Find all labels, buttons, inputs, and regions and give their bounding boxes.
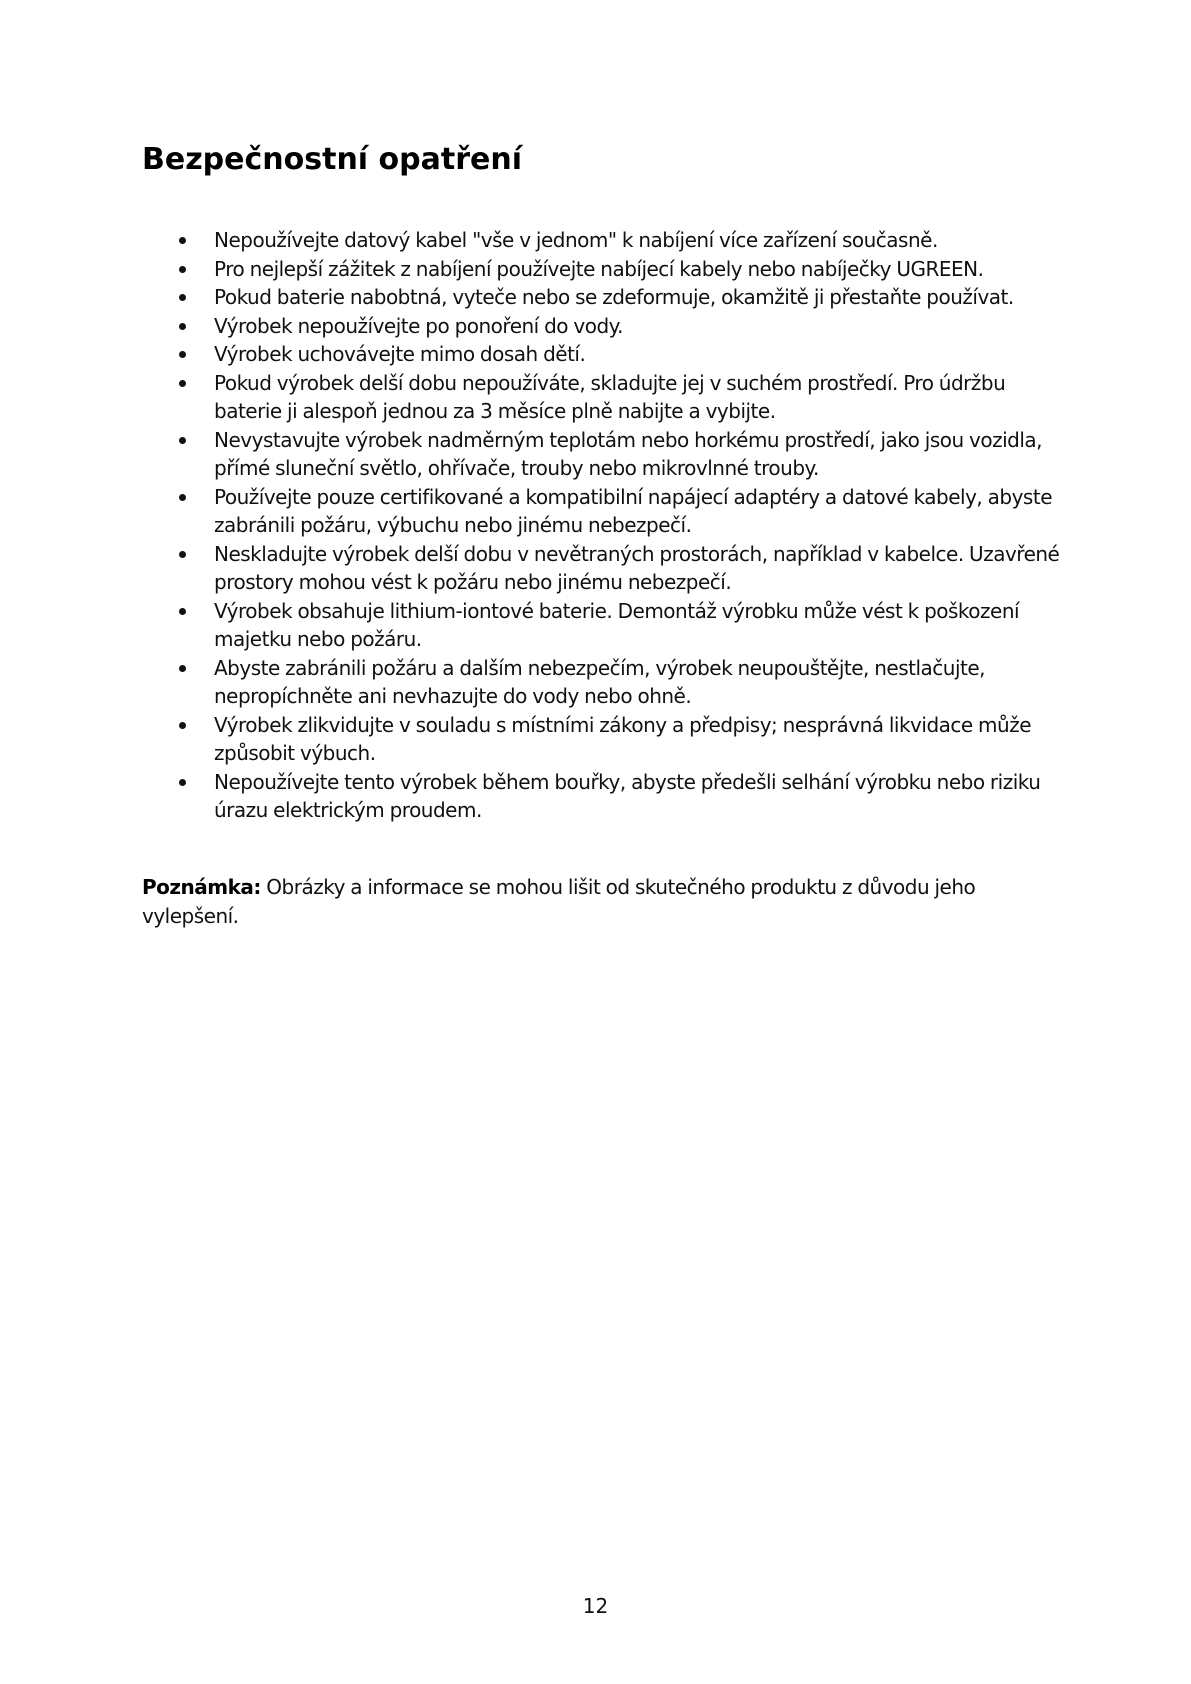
list-item-text: Neskladujte výrobek delší dobu v nevětraných prostorách, například v kabelce. Uzavřené prostory mohou vést k požáru nebo jinému nebezpečí.	[214, 541, 1060, 594]
list-item	[142, 711, 1062, 768]
bullet-icon	[179, 722, 186, 729]
bullet-icon	[179, 266, 186, 273]
list-item	[142, 226, 1062, 255]
bullet-icon	[179, 494, 186, 501]
list-item-text: Nepoužívejte datový kabel "vše v jednom" k nabíjení více zařízení současně.	[214, 228, 938, 252]
list-item	[142, 340, 1062, 369]
list-item-text: Pokud baterie nabobtná, vyteče nebo se zdeformuje, okamžitě ji přestaňte používat.	[214, 285, 1014, 309]
list-item-text: Výrobek obsahuje lithium-iontové baterie. Demontáž výrobku může vést k poškození majetku nebo požáru.	[214, 598, 1020, 651]
list-item-text: Výrobek nepoužívejte po ponoření do vody.	[214, 313, 623, 338]
bullet-icon	[179, 351, 186, 358]
list-item	[142, 768, 1062, 825]
bullet-icon	[179, 665, 186, 672]
note-label: Poznámka:	[142, 875, 261, 899]
list-item-text: Výrobek uchovávejte mimo dosah dětí.	[214, 342, 586, 366]
list-item-text: Pro nejlepší zážitek z nabíjení používejte nabíjecí kabely nebo nabíječky UGREEN.	[214, 256, 984, 281]
list-item	[142, 597, 1062, 654]
list-item	[142, 654, 1062, 711]
list-item	[142, 283, 1062, 312]
list-item	[142, 426, 1062, 483]
note-paragraph	[142, 873, 1062, 930]
list-item-text: Nevystavujte výrobek nadměrným teplotám nebo horkému prostředí, jako jsou vozidla, přímé sluneční světlo, ohřívače, trouby nebo mikrovlnné trouby.	[214, 427, 1043, 480]
bullet-icon	[179, 237, 186, 244]
list-item-text: Abyste zabránili požáru a dalším nebezpečím, výrobek neupouštějte, nestlačujte, nepropíchněte ani nevhazujte do vody nebo ohně.	[214, 655, 986, 708]
page-number: 12	[582, 1594, 609, 1618]
list-item-text: Výrobek zlikvidujte v souladu s místními zákony a předpisy; nesprávná likvidace může způsobit výbuch.	[214, 712, 1032, 765]
note-text: Obrázky a informace se mohou lišit od skutečného produktu z důvodu jeho vylepšení.	[142, 875, 976, 928]
bullet-icon	[179, 779, 186, 786]
list-item	[142, 483, 1062, 540]
bullet-icon	[179, 380, 186, 387]
list-item	[142, 255, 1062, 284]
bullet-icon	[179, 323, 186, 330]
list-item	[142, 369, 1062, 426]
bullet-icon	[179, 294, 186, 301]
safety-list	[142, 226, 1062, 825]
bullet-icon	[179, 551, 186, 558]
list-item-text: Používejte pouze certifikované a kompatibilní napájecí adaptéry a datové kabely, abyste zabránili požáru, výbuchu nebo jinému nebezpečí.	[214, 484, 1052, 537]
page-title: Bezpečnostní opatření	[142, 142, 522, 177]
list-item-text: Nepoužívejte tento výrobek během bouřky, abyste předešli selhání výrobku nebo riziku úrazu elektrickým proudem.	[214, 769, 1041, 822]
bullet-icon	[179, 437, 186, 444]
bullet-icon	[179, 608, 186, 615]
list-item-text: Pokud výrobek delší dobu nepoužíváte, skladujte jej v suchém prostředí. Pro údržbu baterie ji alespoň jednou za 3 měsíce plně nabijte a vybijte.	[214, 370, 1006, 423]
list-item	[142, 312, 1062, 341]
list-item	[142, 540, 1062, 597]
